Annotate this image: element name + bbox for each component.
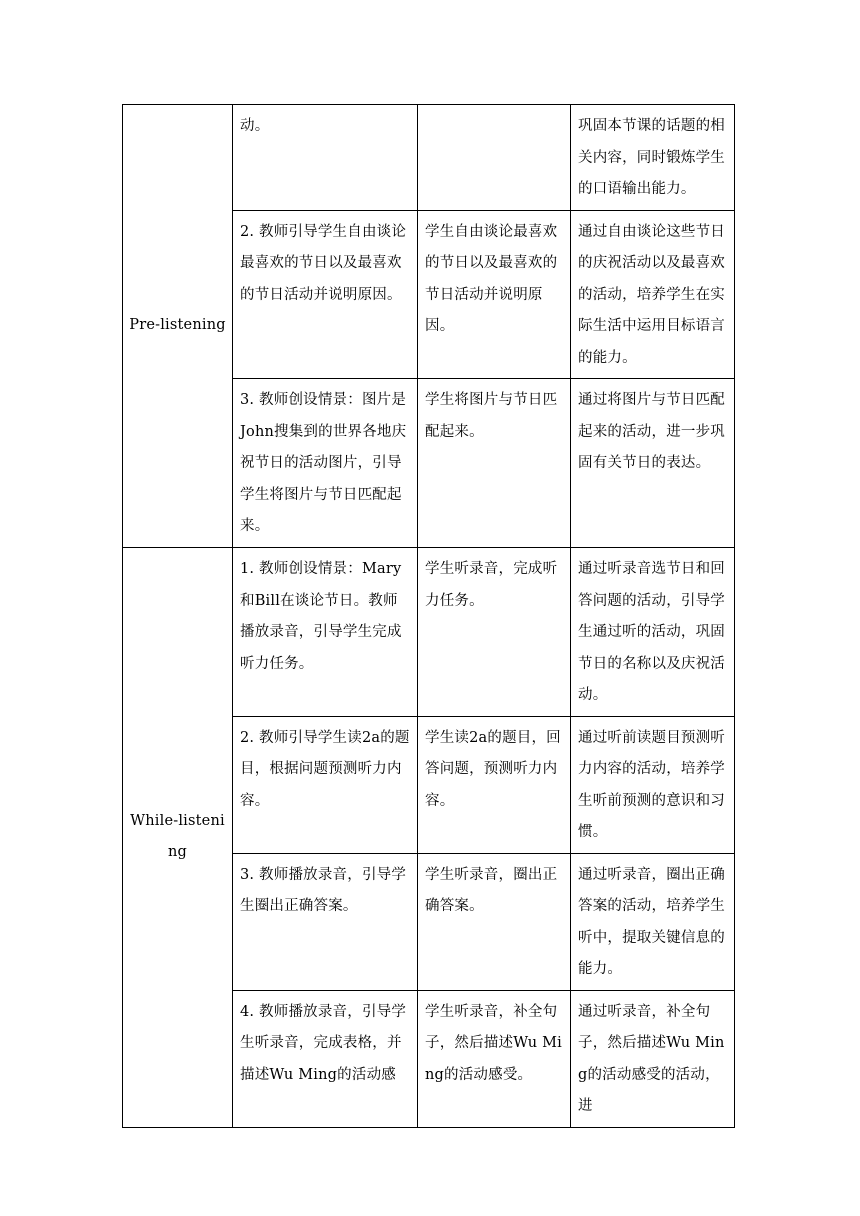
student-activity-cell: 学生自由谈论最喜欢的节日以及最喜欢的节日活动并说明原因。 [418, 210, 571, 379]
purpose-cell: 通过自由谈论这些节日的庆祝活动以及最喜欢的活动，培养学生在实际生活中运用目标语言的能力。 [571, 210, 735, 379]
teacher-activity-cell: 2. 教师引导学生读2a的题目，根据问题预测听力内容。 [233, 716, 418, 853]
purpose-cell: 通过听录音，补全句子，然后描述Wu Ming的活动感受的活动，进 [571, 990, 735, 1127]
teacher-activity-cell: 1. 教师创设情景：Mary和Bill在谈论节日。教师播放录音，引导学生完成听力任务。 [233, 548, 418, 717]
stage-cell-while-listening: While-listening [123, 548, 233, 1128]
teacher-activity-cell: 4. 教师播放录音，引导学生听录音，完成表格，并描述Wu Ming的活动感 [233, 990, 418, 1127]
student-activity-cell: 学生听录音，圈出正确答案。 [418, 853, 571, 990]
stage-cell-pre-listening: Pre-listening [123, 105, 233, 548]
purpose-cell: 通过将图片与节日匹配起来的活动，进一步巩固有关节日的表达。 [571, 379, 735, 548]
teacher-activity-cell: 2. 教师引导学生自由谈论最喜欢的节日以及最喜欢的节日活动并说明原因。 [233, 210, 418, 379]
table-row [123, 105, 735, 211]
student-activity-cell: 学生读2a的题目，回答问题，预测听力内容。 [418, 716, 571, 853]
purpose-cell: 巩固本节课的话题的相关内容，同时锻炼学生的口语输出能力。 [571, 105, 735, 211]
purpose-cell: 通过听录音，圈出正确答案的活动，培养学生听中，提取关键信息的能力。 [571, 853, 735, 990]
teacher-activity-cell: 动。 [233, 105, 418, 211]
purpose-cell: 通过听前读题目预测听力内容的活动，培养学生听前预测的意识和习惯。 [571, 716, 735, 853]
table-row [123, 548, 735, 717]
teacher-activity-cell: 3. 教师播放录音，引导学生圈出正确答案。 [233, 853, 418, 990]
student-activity-cell: 学生听录音，补全句子，然后描述Wu Ming的活动感受。 [418, 990, 571, 1127]
purpose-cell: 通过听录音选节日和回答问题的活动，引导学生通过听的活动，巩固节日的名称以及庆祝活动。 [571, 548, 735, 717]
teacher-activity-cell: 3. 教师创设情景：图片是John搜集到的世界各地庆祝节日的活动图片，引导学生将图片与节日匹配起来。 [233, 379, 418, 548]
lesson-plan-table [122, 104, 735, 1128]
student-activity-cell [418, 105, 571, 211]
student-activity-cell: 学生将图片与节日匹配起来。 [418, 379, 571, 548]
student-activity-cell: 学生听录音，完成听力任务。 [418, 548, 571, 717]
